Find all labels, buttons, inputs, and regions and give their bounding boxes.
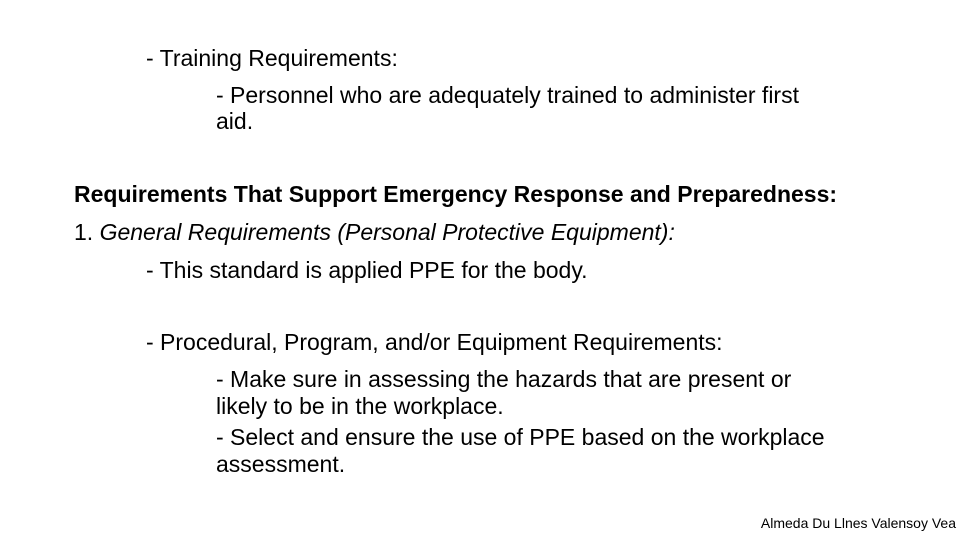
procedural-item-1-line-1: - Make sure in assessing the hazards that are present or	[216, 366, 792, 392]
training-requirements-heading: - Training Requirements:	[146, 45, 398, 71]
general-requirements-label: General Requirements (Personal Protective Equipment):	[99, 219, 675, 245]
author-footer: Almeda Du Llnes Valensoy Vea	[760, 515, 956, 531]
training-item-line-2: aid.	[216, 108, 254, 134]
procedural-requirements-heading: - Procedural, Program, and/or Equipment Requirements:	[146, 329, 723, 355]
general-requirements-line	[74, 218, 675, 246]
emergency-section-heading: Requirements That Support Emergency Response and Preparedness:	[74, 181, 838, 207]
general-requirements-item: - This standard is applied PPE for the body.	[146, 257, 588, 283]
procedural-item-1-line-2: likely to be in the workplace.	[216, 393, 504, 419]
procedural-item-2-line-1: - Select and ensure the use of PPE based on the workplace	[216, 424, 825, 450]
training-item-line-1: - Personnel who are adequately trained to administer first	[216, 82, 799, 108]
procedural-item-2-line-2: assessment.	[216, 451, 346, 477]
general-requirements-number: 1.	[74, 219, 100, 245]
